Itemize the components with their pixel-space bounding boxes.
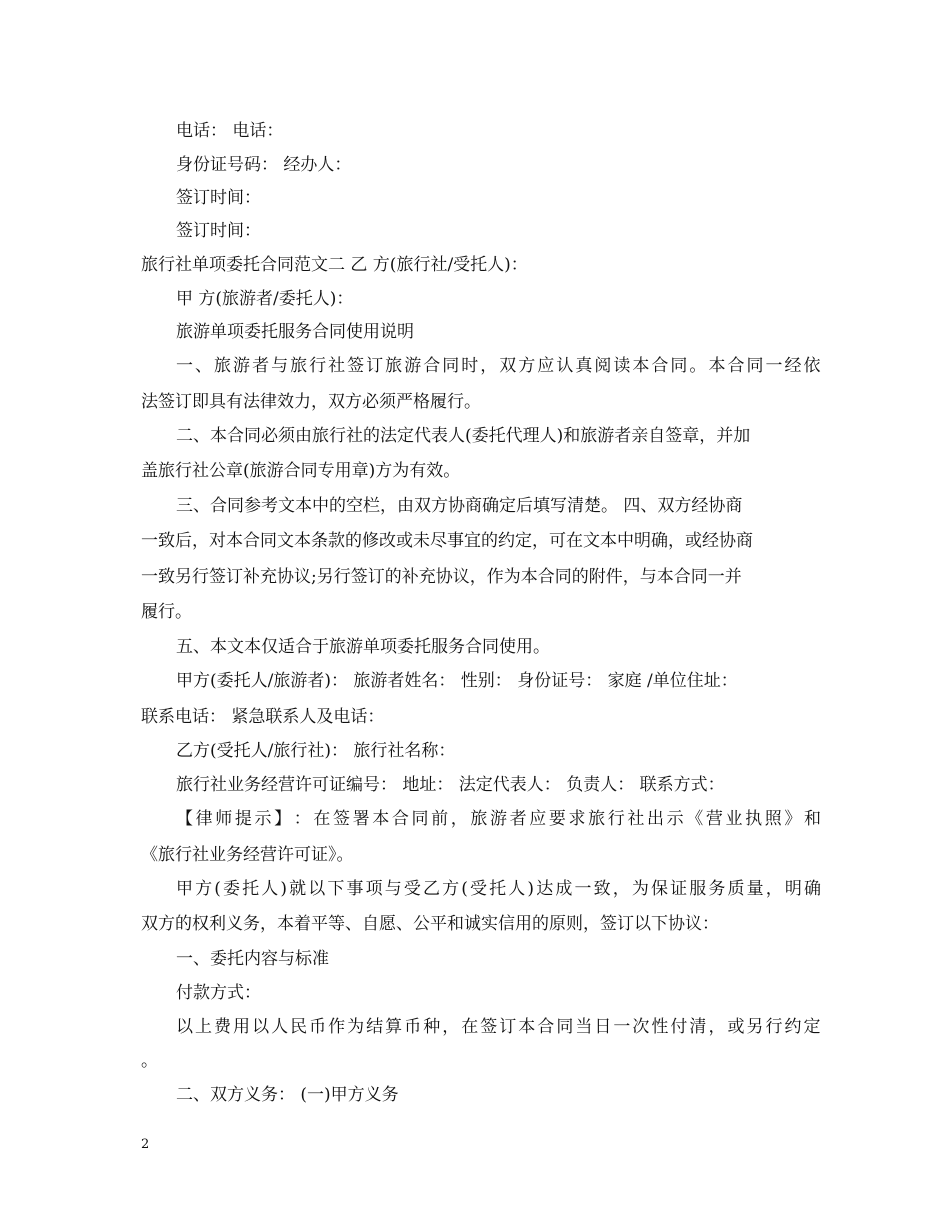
text-line-agreement-a: 甲 方 ( 委 托 人 ) 就 以 下 事 项 与 受 乙 方 ( 受 托 人 ) 达 成 一 致 ， 为 保 证 服 务 质 量 ， 明 确 [176, 879, 821, 899]
text-line-usage-heading: 旅游单项委托服务合同使用说明 [176, 322, 414, 342]
text-line-currency-a: 以 上 费 用 以 人 民 币 作 为 结 算 币 种 ， 在 签 订 本 合 同 当 日 一 次 性 付 清 ， 或 另 行 约 定 [176, 1017, 821, 1037]
text-line-party-a: 甲 方(旅游者/委托人)： [176, 289, 354, 309]
text-line-id-agent: 身份证号码： 经办人： [176, 155, 352, 175]
text-line-item-1a: 一 、 旅 游 者 与 旅 行 社 签 订 旅 游 合 同 时 ， 双 方 应 认 真 阅 读 本 合 同 。 本 合 同 一 经 依 [176, 356, 821, 376]
text-line-phone: 电话： 电话： [176, 121, 284, 141]
text-line-party-a-info: 甲方(委托人/旅游者)： 旅游者姓名： 性别： 身份证号： 家庭 /单位住址： [176, 671, 738, 691]
text-line-item-3a: 三、合同参考文本中的空栏，由双方协商确定后填写清楚。 四、双方经协商 [176, 496, 743, 516]
text-line-license: 旅行社业务经营许可证编号： 地址： 法定代表人： 负责人： 联系方式： [176, 775, 725, 795]
text-line-item-1b: 法签订即具有法律效力，双方必须严格履行。 [141, 392, 481, 412]
page-number: 2 [141, 1137, 150, 1152]
text-line-party-b-info: 乙方(受托人/旅行社)： 旅行社名称： [176, 741, 456, 761]
text-line-item-5: 五、本文本仅适合于旅游单项委托服务合同使用。 [176, 637, 550, 657]
text-line-item-3d: 履行。 [141, 602, 192, 622]
text-line-payment: 付款方式： [176, 983, 261, 1003]
text-line-item-2b: 盖旅行社公章(旅游合同专用章)方为有效。 [141, 461, 461, 481]
text-line-item-3c: 一致另行签订补充协议;另行签订的补充协议，作为本合同的附件，与本合同一并 [141, 567, 742, 587]
text-line-item-3b: 一致后，对本合同文本条款的修改或未尽事宜的约定，可在文本中明确，或经协商 [141, 531, 753, 551]
text-line-sign-date-2: 签订时间： [176, 221, 261, 241]
text-line-sign-date-1: 签订时间： [176, 188, 261, 208]
text-line-contact: 联系电话： 紧急联系人及电话： [141, 707, 385, 727]
text-line-lawyer-tip-a: 【 律 师 提 示 】 ： 在 签 署 本 合 同 前 ， 旅 游 者 应 要 求 旅 行 社 出 示 《 营 业 执 照 》 和 [176, 809, 821, 829]
text-line-item-2a: 二、本合同必须由旅行社的法定代表人(委托代理人)和旅游者亲自签章，并加 [176, 426, 751, 446]
text-line-lawyer-tip-b: 《旅行社业务经营许可证》。 [141, 845, 354, 865]
text-line-agreement-b: 双方的权利义务，本着平等、自愿、公平和诚实信用的原则，签订以下协议： [141, 914, 719, 934]
text-line-section-1: 一、委托内容与标准 [176, 949, 329, 969]
text-line-section-2: 二、双方义务： (一)甲方义务 [176, 1085, 399, 1105]
text-line-currency-b: 。 [141, 1051, 158, 1071]
text-line-title-party-b: 旅行社单项委托合同范文二 乙 方(旅行社/受托人)： [141, 255, 528, 275]
